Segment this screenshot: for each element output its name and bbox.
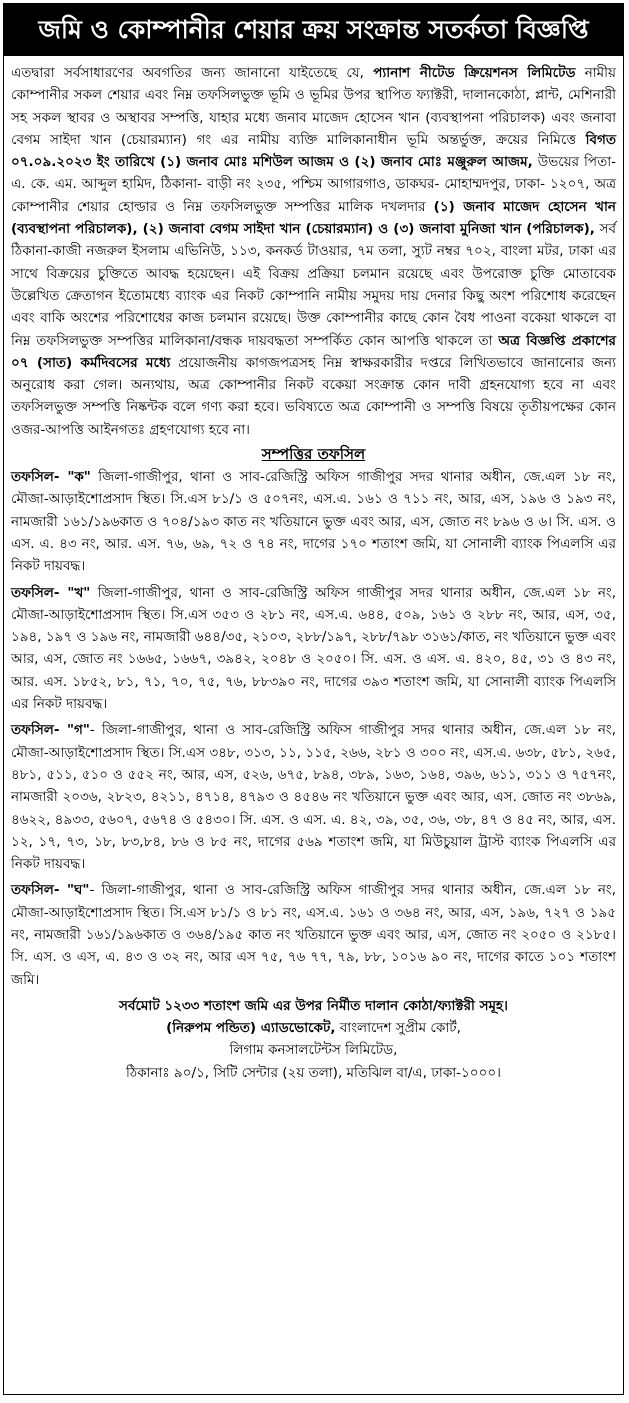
schedule-gha	[11, 879, 616, 990]
body-assets: নামীয় কোম্পানীর সকল শেয়ার এবং নিম্ন তফসিলভুক্ত ভূমি ও ভূমির উপর স্থাপিত ফ্যাক্টরী, দালানকোঠা, প্লান্ট, মেশিনারী সহ সকল স্থাবর ও অস্থাবর সম্পত্তি, যাহার মধ্যে জনাব মাজেদ হোসেন খান (ব্যবস্থাপনা পরিচালক) এবং জনাবা বেগম সাইদা খান (চেয়ারম্যান) গং এর নামীয় ব্যক্তি মালিকানাধীন ভূমি অন্তর্ভুক্ত, ক্রয়ের নিমিত্তে	[11, 65, 616, 148]
advocate-name: (নিরুপম পন্ডিত) এ্যাডভোকেট,	[166, 1020, 336, 1037]
company-name: প্যানাশ নীটেড ক্রিয়েশনস লিমিটেড	[373, 65, 576, 81]
schedule-text: জিলা-গাজীপুর, থানা ও সাব-রেজিস্ট্রি অফিস গাজীপুর সদর থানার অধীন, জে.এল ১৮ নং, মৌজা-আড়াইশোপ্রসাদ স্থিত। সি.এস ৩৫৩ ও ২৮১ নং, এস.এ. ৬৪৪, ৫০৯, ১৬১ ও ২৮৮ নং, আর, এস, ৩৫, ১৯৪, ১৯৭ ও ১৯৬ নং, নামজারী ৬৪৪/৩৫, ২১০৩, ২৮৮/১৯৭, ২৮৮/৭৯৮ ৩১৬১/কাত, নং খতিয়ানে ভুক্ত এবং আর, এস, জোত নং ১৬৬৫, ১৬৬৭, ৩৯৪২, ২০৪৮ ও ২০৫০। সি. এস. ও এস. এ. ৪২০, ৪৫, ৩১ ও ৪৩ নং, আর. এস. ১৮৫২, ৮১, ৭১, ৭০, ৭৫, ৭৬, ৮৮৩৯০ নং, দাগের ৩৯৩ শতাংশ জমি, যা সোনালী ব্যাংক পিএলসি এর নিকট দায়বদ্ধ।	[11, 584, 616, 713]
schedule-heading: সম্পত্তির তফসিল	[261, 445, 366, 464]
body-intro: এতদ্বারা সর্বসাধারণের অবগতির জন্য জানানো যাইতেছে যে,	[11, 65, 374, 81]
notice-body	[11, 62, 616, 441]
firm-name: লিগাম কনসালটেন্টস লিমিটেড,	[229, 1042, 398, 1059]
schedule-ga	[11, 719, 616, 875]
schedule-ka	[11, 466, 616, 577]
purchase-date-buyers: বিগত ০৭.০৯.২০২৩ ইং তারিখে (১) জনাব মোঃ মশিউল আজম ও (২) জনাব মোঃ মঞ্জুরুল আজম,	[11, 131, 616, 171]
owner-names: (১) জনাব মাজেদ হোসেন খান (ব্যবস্থাপনা পরিচালক), (২) জনাবা বেগম সাইদা খান (চেয়ারম্যান) ও (৩) জনাবা মুনিজা খান (পরিচালক),	[11, 198, 616, 238]
notice-title: জমি ও কোম্পানীর শেয়ার ক্রয় সংক্রান্ত সতর্কতা বিজ্ঞপ্তি	[4, 4, 623, 56]
schedule-label: তফসিল- "ক"	[11, 469, 91, 486]
body-buyer-address: উভয়ের পিতা-এ. কে. এম. আব্দুল হামিদ, ঠিকানা- বাড়ী নং ২৩৫, পশ্চিম আগারগাও, ডাকঘর- মোহাম্মদপুর, ঢাকা- ১২০৭, অত্র কোম্পানীর শেয়ার হোল্ডার ও নিম্ন তফসিলভুক্ত সম্পত্তির মালিক দখলদার	[11, 154, 617, 215]
signature-line-1	[11, 1017, 616, 1039]
schedule-label: তফসিল- "গ"	[11, 722, 90, 739]
objection-deadline: অত্র বিজ্ঞপ্তি প্রকাশের ০৭ (সাত) কর্মদিবসের মধ্যে	[11, 332, 616, 371]
schedule-text: - জিলা-গাজীপুর, থানা ও সাব-রেজিস্ট্রি অফিস গাজীপুর সদর থানার অধীন, জে.এল ১৮ নং, মৌজা-আড়াইশোপ্রসাদ স্থিত। সি.এস ৮১/১ ও ৮১ নং, এস.এ. ১৬১ ও ৩৬৪ নং, আর, এস, ১৯৬, ৭২৭ ও ১৯৫ নং, নামজারী ১৬১/১৯৬কাত ও ৩৬৪/১৯৫ কাত নং খতিয়ানে ভুক্ত এবং আর, এস, জোত নং ২০৫০ ও ২১৮৫। সি. এস. ও এস, এ. ৪৩ ও ৩২ নং, আর এস ৭৫, ৭৬ ৭৭, ৭৯, ৮৮, ১০১৬ ৯০ নং, দাগের কাতে ১০১ শতাংশ জমি।	[11, 882, 616, 988]
schedule-text: জিলা-গাজীপুর, থানা ও সাব-রেজিস্ট্রি অফিস গাজীপুর সদর থানার অধীন, জে.এল ১৮ নং, মৌজা-আড়াইশোপ্রসাদ স্থিত। সি.এস ৮১/১ ও ৫০৭নং, এস.এ. ১৬১ ও ৭১১ নং, আর, এস, ১৯৬ ও ১৯৩ নং, নামজারী ১৬১/১৯৬কাত ও ৭০৪/১৯৩ কাত নং খতিয়ানে ভুক্ত এবং আর, এস, জোত নং ৮৯৬ ও ৬। সি. এস. ও এস. এ. ৪৩ নং, আর. এস. ৭৬, ৬৯, ৭২ ও ৭৪ নং, দাগের ১৭০ শতাংশ জমি, যা সোনালী ব্যাংক পিএলসি এর নিকট দায়বদ্ধ।	[11, 469, 616, 575]
total-land: সর্বমোট ১২৩৩ শতাংশ জমি এর উপর নির্মীত দালান কোঠা/ফ্যাক্টরী সমূহ।	[119, 997, 508, 1014]
schedule-label: তফসিল- "ঘ"	[11, 882, 90, 899]
schedule-text: - জিলা-গাজীপুর, থানা ও সাব-রেজিস্ট্রি অফিস গাজীপুর সদর থানার অধীন, জে.এল ১৮ নং, মৌজা-আড়াইশোপ্রসাদ স্থিত। সি.এস ৩৪৮, ৩১৩, ১১, ১১৫, ২৬৬, ২৮১ ও ৩০০ নং, এস.এ. ৬৩৮, ৫৮১, ২৬৫, ৪৮১, ৫১১, ৫১০ ও ৫৫২ নং, আর, এস, ৫২৬, ৬৭৫, ৮৯৪, ৩৮৯, ১৬৩, ১৬৪, ৩৯৬, ৬১১, ৩১১ ও ৭৫৭নং, নামজারী ২০৩৬, ২৮২৩, ৪২১১, ৪৭১৪, ৪৭৯৩ ও ৪৫৪৬ নং খতিয়ানে ভুক্ত এবং আর, এস. জোত নং ৩৮৬৯, ৪৬২২, ৪৯৩৩, ৫৬০৭, ৫৬৭৪ ও ৫৪৩০। সি. এস. ও এস. এ. ৪২, ৩৯, ৩৫, ৩৬, ৩৮, ৪৭ ও ৪৫ নং, আর, এস. ১২, ১৭, ৭৩, ১৮, ৮৩,৮৪, ৮৬ ও ৮৫ নং, দাগের ৫৬৯ শতাংশ জমি, যা মিউচুয়াল ট্রাস্ট ব্যাংক পিএলসি এর নিকট দায়বদ্ধ।	[11, 722, 616, 873]
body-agreement: সর্ব ঠিকানা-কাজী নজরুল ইসলাম এভিনিউ, ১১৩, কনকর্ড টাওয়ার, ৭ম তলা, স্যুট নম্বর ৭০২, বাংলা মটর, ঢাকা এর সাথে বিক্রয়ের চুক্তিতে আবদ্ধ হয়েছেন। এই বিক্রয় প্রক্রিয়া চলমান রয়েছে এবং উপরোক্ত চুক্তি মোতাবেক উল্লেখিত ক্রেতাগন ইতোমধ্যে ব্যাংক এর নিকট কোম্পানি নামীয় সমুদয় দায় দেনার কিছু অংশ পরিশোধ করেছেন এবং বাকি অংশের পরিশোধের কাজ চলমান রয়েছে। উক্ত কোম্পানীর কাছে কোন বৈধ পাওনা বকেয়া থাকলে বা নিম্ন তফসিলভুক্ত সম্পত্তির মালিকানা/বন্ধক দায়বদ্ধতা সম্পর্কিত কোন আপত্তি থাকলে তা	[11, 221, 616, 349]
legal-notice	[3, 3, 624, 1395]
notice-content	[4, 56, 623, 1084]
schedule-kha	[11, 582, 616, 716]
schedule-label: তফসিল- "খ"	[11, 584, 91, 601]
court-name: বাংলাদেশ সুপ্রীম কোর্ট,	[335, 1020, 461, 1037]
firm-address: ঠিকানাঃ ৯০/১, সিটি সেন্টার (২য় তলা), মতিঝিল বা/এ, ঢাকা-১০০০।	[126, 1064, 501, 1081]
body-closing: প্রয়োজনীয় কাগজপত্রসহ নিম্ন স্বাক্ষরকারীর দপ্তরে লিখিতভাবে জানানোর জন্য অনুরোধ করা গেল। অন্যথায়, অত্র কোম্পানীর নিকট বকেয়া সংক্রান্ত কোন দাবী গ্রহনযোগ্য হবে না এবং তফসিলভুক্ত সম্পত্তি নিষ্কন্টক বলে গণ্য করা হবে। ভবিষ্যতে অত্র কোম্পানী ও সম্পত্তি বিষয়ে তৃতীয়পক্ষের কোন ওজর-আপত্তি আইনগতঃ গ্রহণযোগ্য হবে না।	[11, 354, 616, 438]
